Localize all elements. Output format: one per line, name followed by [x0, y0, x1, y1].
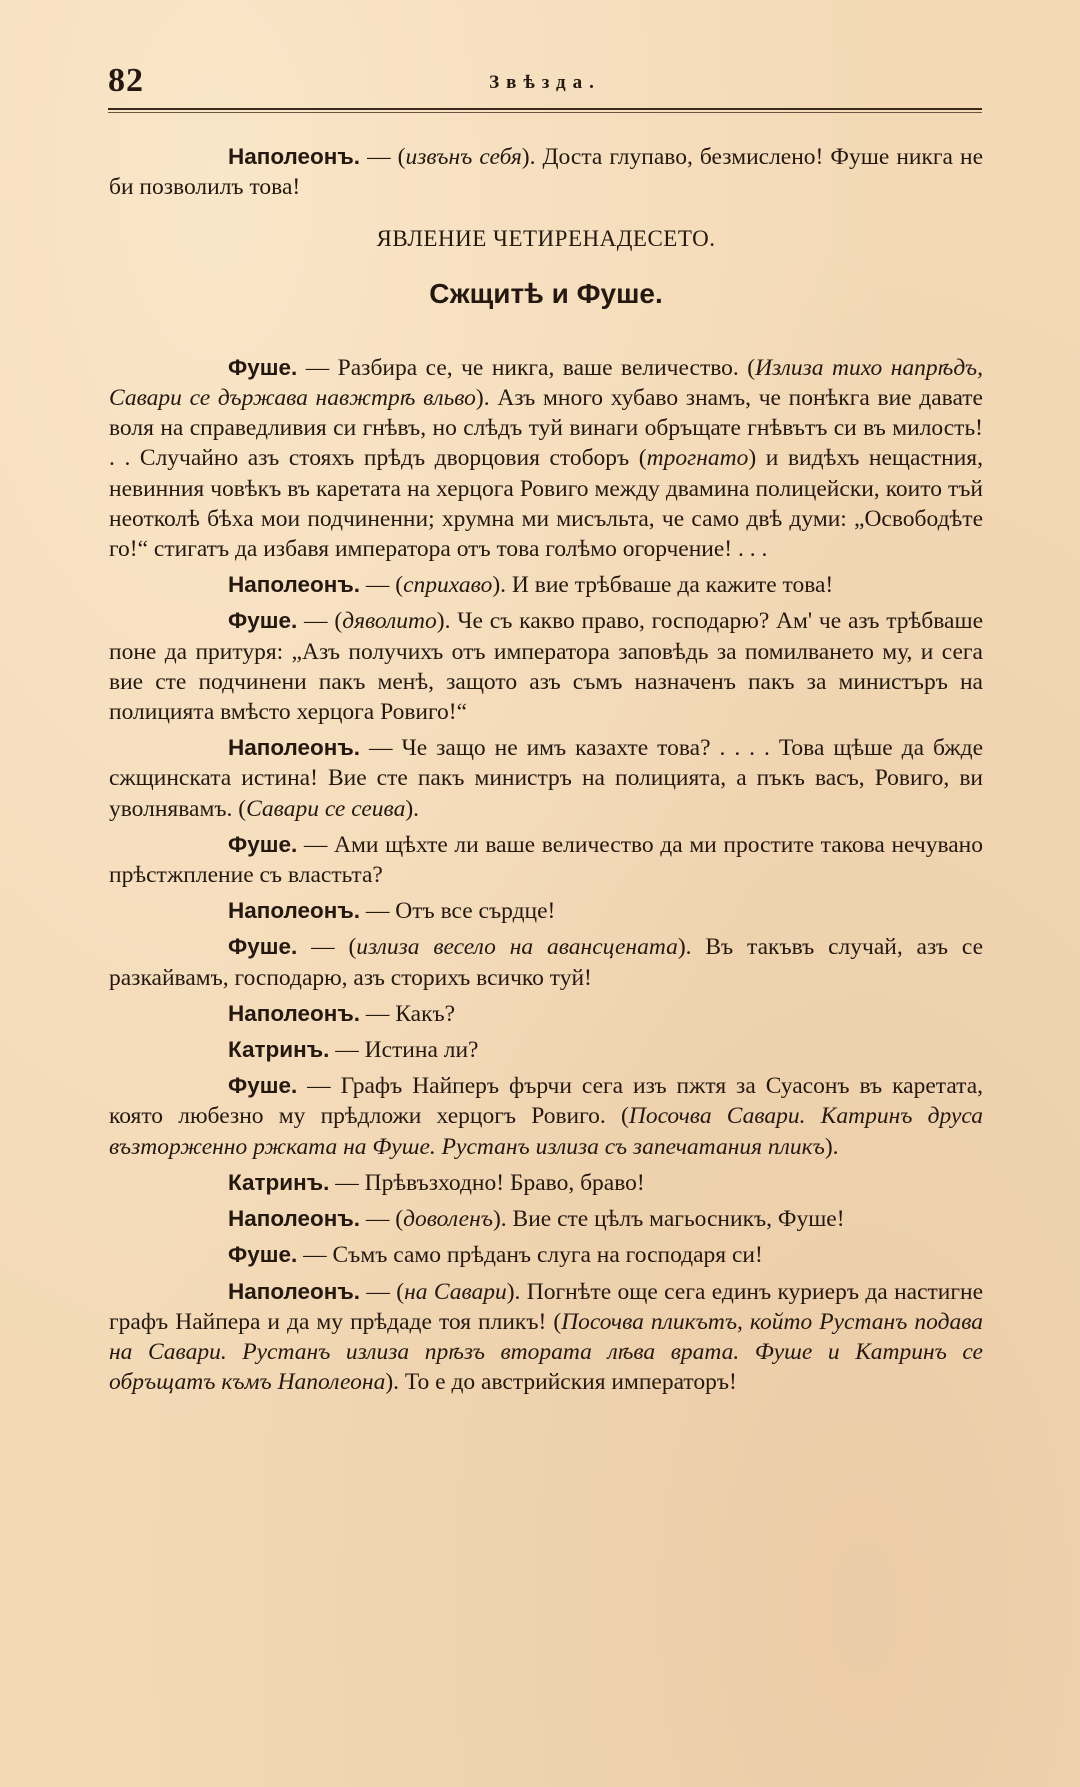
speaker-name: Наполеонъ. [228, 1206, 361, 1232]
play-text [109, 142, 983, 1403]
speaker-name: Фуше. [228, 1073, 298, 1099]
dialogue-paragraph [109, 1071, 983, 1162]
dialogue-paragraph [109, 142, 983, 202]
stage-direction: на Савари [404, 1278, 507, 1305]
dialogue-text: ). [824, 1133, 839, 1160]
dialogue-text: ( [396, 1278, 405, 1305]
dialogue-text: ( [334, 608, 343, 635]
speaker-separator: — [297, 354, 338, 381]
speaker-name: Наполеонъ. [228, 898, 361, 924]
dialogue-paragraph [109, 353, 983, 564]
dialogue-paragraph [109, 1035, 983, 1065]
dialogue-paragraph [109, 1204, 983, 1234]
dialogue-text: ). Че съ какво право, господарю? Ам' че азъ трѣбваше поне да притуря: „Азъ получихъ отъ императора заповѣдь за помилването му, и сега вие сте подчинени пакъ менѣ, защото азъ съмъ назначенъ пакъ за министъръ на полицията вмѣсто херцога Ровиго!“ [109, 608, 984, 726]
dialogue-text: ) и видѣхъ нещастния, невинния човѣкъ въ каретата на херцога Ровиго между двамина полицейски, които тъй неотколѣ бѣха мои подчиненни; хрумна ми мисъльта, че само двѣ думи: „Освободѣте го!“ стигатъ да избавя императора отъ това голѣмо огорчение! . . . [109, 445, 983, 563]
dialogue-paragraph [109, 570, 983, 600]
scene-title: Сжщитѣ и Фуше. [429, 277, 663, 309]
stage-direction: дяволито [342, 608, 437, 635]
speaker-name: Фуше. [228, 1242, 298, 1268]
speaker-separator: — [297, 831, 335, 858]
speaker-separator: — [297, 1242, 333, 1269]
act-heading: ЯВЛЕНИЕ ЧЕТИРЕНАДЕСЕТО. [376, 226, 716, 252]
stage-direction: Савари се сеива [246, 795, 406, 822]
speaker-separator: — [360, 898, 396, 925]
speaker-name: Фуше. [228, 354, 298, 380]
speaker-name: Катринъ. [228, 1037, 330, 1063]
speaker-separator: — [360, 1278, 397, 1305]
dialogue-text: ). Азъ много хубаво знамъ, че понѣкга вие давате воля на справедливия си гнѣвъ, но слѣдъ туй винаги обръщате гнѣвътъ си въ милость! . . Случайно азъ стояхъ прѣдъ дворцовия стоборъ ( [109, 385, 983, 472]
dialogue-paragraph [109, 606, 983, 727]
dialogue-text: Истина ли? [364, 1037, 479, 1064]
dialogue-text: ). Въ такъвъ случай, азъ се разкайвамъ, господарю, азъ сторихъ всичко туй! [109, 934, 983, 991]
speaker-separator: — [297, 608, 335, 635]
speaker-separator: — [329, 1169, 365, 1196]
header-rule-thin [108, 112, 982, 113]
speaker-name: Наполеонъ. [228, 735, 361, 761]
page-header [108, 62, 982, 110]
speaker-separator: — [360, 735, 402, 762]
dialogue-text: Разбира се, че никга, ваше величество. ( [337, 354, 756, 381]
dialogue-paragraph [109, 1277, 983, 1398]
speaker-name: Фуше. [228, 831, 298, 857]
dialogue-text: ). И вие трѣбваше да кажите това! [492, 572, 834, 599]
dialogue-paragraph [109, 1168, 983, 1198]
stage-direction: извънъ себя [405, 144, 522, 170]
stage-direction: Излиза тихо напрѣдъ, Савари се държава навжтрѣ вльво [109, 354, 983, 412]
dialogue-text: ( [397, 144, 406, 170]
page-number: 82 [108, 62, 144, 99]
speaker-separator: — [297, 934, 349, 961]
speaker-separator: — [360, 1206, 396, 1233]
running-title: Звѣзда. [489, 72, 601, 93]
speaker-name: Фуше. [228, 608, 298, 634]
dialogue-text: ). То е до австрийския императоръ! [385, 1369, 737, 1396]
stage-direction: излиза весело на авансцената [356, 934, 678, 961]
dialogue-text: Че защо не имъ казахте това? . . . . Това щѣше да бжде сжщинската истина! Вие сте пакъ министръ на полицията, а пъкъ васъ, Ровиго, ви уволнявамъ. ( [109, 735, 983, 822]
dialogue-text: Графъ Найперъ фърчи сега изъ пжтя за Суасонъ въ каретата, която любезно му прѣдложи херцогъ Ровиго. ( [109, 1073, 983, 1130]
speaker-separator: — [360, 572, 396, 599]
stage-direction: доволенъ [403, 1206, 493, 1233]
dialogue-text: ). Погнѣте още сега единъ куриеръ да настигне графъ Найпера и да му прѣдаде тоя пликъ! ( [109, 1278, 983, 1335]
speaker-name: Катринъ. [228, 1169, 330, 1195]
stage-direction: Посочва Савари. Катринъ друса възторженно ржката на Фуше. Рустанъ излиза съ запечатания пликъ [109, 1103, 983, 1160]
speaker-separator: — [360, 144, 398, 170]
speaker-separator: — [360, 1000, 396, 1027]
speaker-name: Наполеонъ. [228, 1278, 361, 1304]
stage-direction: трогнато [646, 445, 749, 472]
dialogue-text: ( [395, 1206, 404, 1233]
dialogue-paragraph [109, 932, 983, 992]
stage-direction: сприхаво [403, 572, 493, 599]
stage-direction: Посочва пликътъ, който Рустанъ подава на Савари. Рустанъ излиза прѣзъ втората лѣва врата. Фуше и Катринъ се обръщатъ къмъ Наполеона [109, 1308, 983, 1396]
speaker-name: Наполеонъ. [228, 144, 361, 169]
dialogue-paragraph [109, 999, 983, 1029]
dialogue-text: Прѣвъзходно! Браво, браво! [364, 1169, 645, 1196]
dialogue-paragraph [109, 1240, 983, 1270]
header-rule [108, 108, 982, 110]
dialogue-paragraph [109, 896, 983, 926]
dialogue-text: ( [348, 934, 357, 961]
speaker-name: Наполеонъ. [228, 1000, 361, 1026]
dialogue-text: Отъ все сърдце! [395, 898, 556, 925]
dialogue-paragraph [109, 830, 983, 890]
dialogue-text: Съмъ само прѣданъ слуга на господаря си! [332, 1242, 763, 1269]
speaker-name: Наполеонъ. [228, 572, 361, 598]
dialogue-text: Какъ? [395, 1000, 456, 1027]
dialogue-text: ( [395, 572, 404, 599]
speaker-name: Фуше. [228, 934, 298, 960]
dialogue-text: ). Доста глупаво, безмислено! Фуше никга не би позволилъ това! [109, 144, 984, 201]
speaker-separator: — [329, 1037, 365, 1064]
dialogue-text: ). Вие сте цѣлъ магьосникъ, Фуше! [492, 1206, 845, 1233]
speaker-separator: — [297, 1073, 341, 1100]
dialogue-paragraph [109, 733, 983, 824]
dialogue-text: ). [405, 795, 420, 822]
dialogue-text: Ами щѣхте ли ваше величество да ми простите такова нечувано прѣстжпление съ властьта? [109, 831, 984, 889]
